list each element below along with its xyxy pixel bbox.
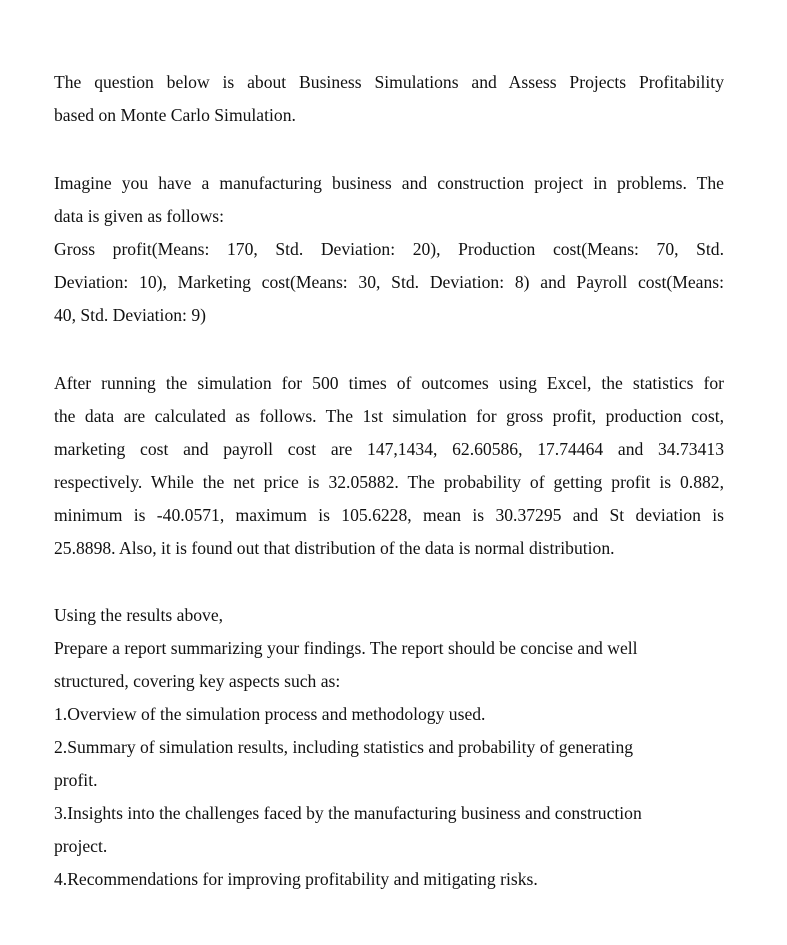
results-paragraph xyxy=(54,367,724,565)
scenario-line: Imagine you have a manufacturing business and construction project in problems. The xyxy=(54,173,724,193)
results-line: respectively. While the net price is 32.05882. The probability of getting profit is 0.882, xyxy=(54,472,724,492)
results-line: minimum is -40.0571, maximum is 105.6228, mean is 30.37295 and St deviation is xyxy=(54,505,724,525)
task-list-item xyxy=(54,797,724,863)
task-list-item xyxy=(54,698,724,731)
document-page xyxy=(54,66,724,896)
task-list-item-text: 1.Overview of the simulation process and methodology used. xyxy=(54,704,486,724)
task-list xyxy=(54,698,724,896)
scenario-line: Deviation: 10), Marketing cost(Means: 30, Std. Deviation: 8) and Payroll cost(Means: xyxy=(54,272,724,292)
results-line: After running the simulation for 500 times of outcomes using Excel, the statistics for xyxy=(54,373,724,393)
task-list-item xyxy=(54,731,724,797)
task-list-item-text: project. xyxy=(54,836,108,856)
results-line: the data are calculated as follows. The 1st simulation for gross profit, production cost, xyxy=(54,406,724,426)
scenario-line: 40, Std. Deviation: 9) xyxy=(54,305,206,325)
task-list-item-text: 3.Insights into the challenges faced by the manufacturing business and construction xyxy=(54,803,642,823)
task-line: structured, covering key aspects such as: xyxy=(54,671,341,691)
results-line: marketing cost and payroll cost are 147,1434, 62.60586, 17.74464 and 34.73413 xyxy=(54,439,724,459)
task-line: Using the results above, xyxy=(54,605,224,625)
task-list-item-text: 4.Recommendations for improving profitability and mitigating risks. xyxy=(54,869,538,889)
scenario-line: data is given as follows: xyxy=(54,206,225,226)
results-line: 25.8898. Also, it is found out that distribution of the data is normal distribution. xyxy=(54,538,615,558)
task-list-item-text: profit. xyxy=(54,770,98,790)
scenario-paragraph xyxy=(54,167,724,332)
intro-line: based on Monte Carlo Simulation. xyxy=(54,105,296,125)
task-line: Prepare a report summarizing your findings. The report should be concise and well xyxy=(54,638,638,658)
task-list-item-text: 2.Summary of simulation results, including statistics and probability of generating xyxy=(54,737,634,757)
scenario-line: Gross profit(Means: 170, Std. Deviation: 20), Production cost(Means: 70, Std. xyxy=(54,239,724,259)
intro-paragraph xyxy=(54,66,724,132)
task-list-item xyxy=(54,863,724,896)
task-paragraph xyxy=(54,599,724,896)
intro-line: The question below is about Business Simulations and Assess Projects Profitability xyxy=(54,72,724,92)
